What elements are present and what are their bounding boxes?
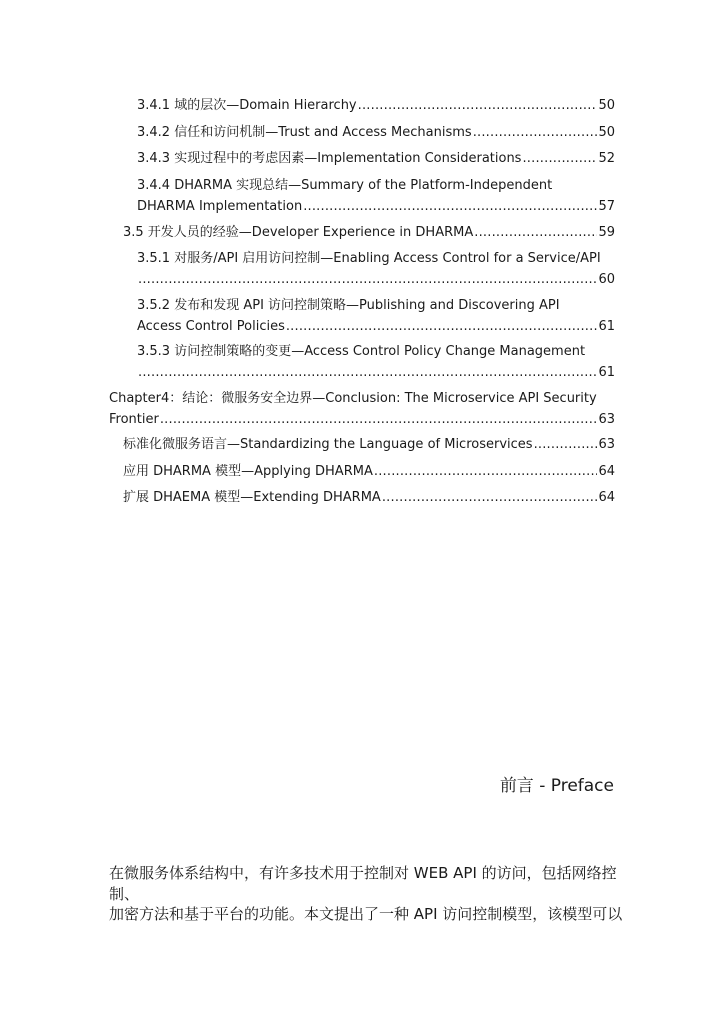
toc-entry-title-line2: Frontier bbox=[109, 411, 159, 427]
toc-dot-leader bbox=[473, 123, 598, 144]
toc-page-number: 59 bbox=[598, 225, 615, 240]
toc-entry-title: 3.4.3 实现过程中的考虑因素—Implementation Considerations bbox=[137, 151, 522, 166]
toc-page-number: 64 bbox=[598, 464, 615, 479]
toc-entry-title-line2: DHARMA Implementation bbox=[137, 198, 303, 214]
toc-entry-3-4-3[interactable] bbox=[137, 149, 615, 170]
toc-page-number: 64 bbox=[598, 490, 615, 505]
toc-entry-title-line1: 3.5.2 发布和发现 API 访问控制策略—Publishing and Discovering API bbox=[137, 298, 560, 313]
preface-paragraph-line2: 加密方法和基于平台的功能。本文提出了一种 API 访问控制模型，该模型可以 bbox=[109, 905, 623, 923]
toc-entry-title-line2: Access Control Policies bbox=[137, 318, 285, 334]
toc-entry-applying[interactable] bbox=[123, 462, 615, 483]
toc-page-number: 60 bbox=[598, 271, 615, 287]
toc-page-number: 63 bbox=[598, 437, 615, 452]
toc-entry-3-5[interactable] bbox=[123, 223, 615, 244]
toc-dot-leader bbox=[534, 435, 598, 456]
toc-entry-3-4-1[interactable] bbox=[137, 96, 615, 117]
toc-dot-leader bbox=[160, 410, 598, 431]
toc-entry-title: 3.4.2 信任和访问机制—Trust and Access Mechanisms bbox=[137, 125, 472, 140]
toc-entry-title-line1: 3.5.3 访问控制策略的变更—Access Control Policy Change Management bbox=[137, 344, 586, 359]
toc-page-number: 61 bbox=[598, 318, 615, 334]
toc-entry-3-5-3[interactable] bbox=[137, 342, 615, 383]
preface-heading: 前言 - Preface bbox=[499, 776, 614, 796]
toc-entry-title: 扩展 DHAEMA 模型—Extending DHARMA bbox=[123, 490, 381, 505]
toc-dot-leader bbox=[138, 270, 597, 291]
toc-dot-leader bbox=[138, 363, 597, 384]
toc-page-number: 57 bbox=[598, 198, 615, 214]
toc-entry-title: 标准化微服务语言—Standardizing the Language of Microservices bbox=[123, 437, 533, 452]
toc-entry-extending[interactable] bbox=[123, 488, 615, 509]
toc-page-number: 61 bbox=[598, 364, 615, 380]
toc-dot-leader bbox=[303, 197, 597, 218]
toc-dot-leader bbox=[286, 317, 598, 338]
toc-entry-title: 应用 DHARMA 模型—Applying DHARMA bbox=[123, 464, 373, 479]
toc-page-number: 52 bbox=[598, 151, 615, 166]
toc-dot-leader bbox=[382, 488, 598, 509]
toc-dot-leader bbox=[374, 462, 598, 483]
toc-page-number: 50 bbox=[598, 125, 615, 140]
preface-paragraph-line1: 在微服务体系结构中，有许多技术用于控制对 WEB API 的访问，包括网络控制、 bbox=[109, 864, 617, 903]
toc-entry-title: 3.4.1 域的层次—Domain Hierarchy bbox=[137, 98, 357, 113]
toc-dot-leader bbox=[474, 223, 597, 244]
toc-entry-title-line1: 3.5.1 对服务/API 启用访问控制—Enabling Access Control for a Service/API bbox=[137, 251, 601, 266]
toc-entry-title-line1: Chapter4：结论：微服务安全边界—Conclusion: The Microservice API Security bbox=[109, 391, 597, 406]
toc-dot-leader bbox=[522, 149, 597, 170]
toc-entry-title: 3.5 开发人员的经验—Developer Experience in DHARMA bbox=[123, 225, 474, 240]
toc-entry-standardizing[interactable] bbox=[123, 435, 615, 456]
toc-entry-3-4-2[interactable] bbox=[137, 123, 615, 144]
toc-entry-3-4-4[interactable] bbox=[137, 176, 615, 217]
toc-entry-title-line1: 3.4.4 DHARMA 实现总结—Summary of the Platform-Independent bbox=[137, 178, 553, 193]
toc-entry-3-5-1[interactable] bbox=[137, 249, 615, 290]
toc-entry-chapter4[interactable] bbox=[109, 389, 615, 430]
toc-page-number: 63 bbox=[598, 411, 615, 427]
toc-dot-leader bbox=[358, 96, 598, 117]
toc-entry-3-5-2[interactable] bbox=[137, 296, 615, 337]
toc-page-number: 50 bbox=[598, 98, 615, 113]
